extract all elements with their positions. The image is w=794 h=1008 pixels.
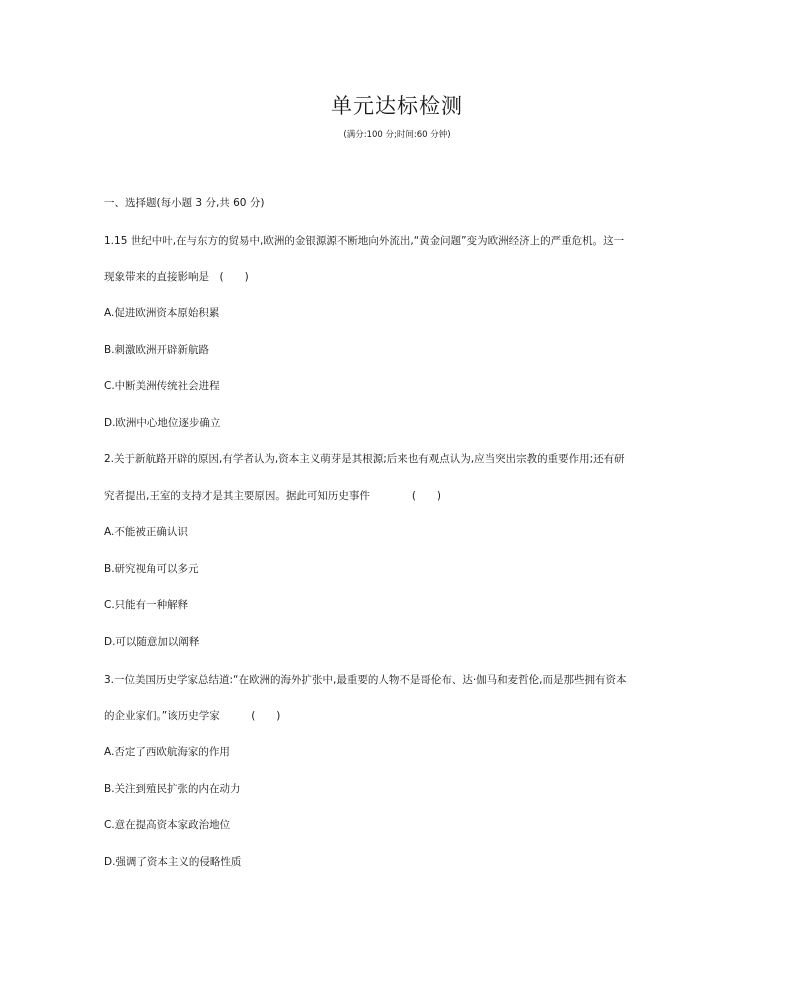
question-2-option-b: B.研究视角可以多元 [104, 563, 199, 575]
question-2-option-a: A.不能被正确认识 [104, 526, 188, 538]
question-2-option-c: C.只能有一种解释 [104, 599, 189, 611]
question-1-option-b: B.刺激欧洲开辟新航路 [104, 344, 210, 356]
question-2-stem-line-1: 2.关于新航路开辟的原因,有学者认为,资本主义萌芽是其根源;后来也有观点认为,应当突出宗教的重要作用;还有研 [104, 453, 625, 465]
question-3-stem-line-1: 3.一位美国历史学家总结道:“在欧洲的海外扩张中,最重要的人物不是哥伦布、达·伽马和麦哲伦,而是那些拥有资本 [104, 674, 627, 686]
page-title: 单元达标检测 [331, 94, 463, 118]
section-heading: 一、选择题(每小题 3 分,共 60 分) [104, 197, 265, 209]
question-1-option-a: A.促进欧洲资本原始积累 [104, 307, 220, 319]
question-2-option-d: D.可以随意加以阐释 [104, 636, 200, 648]
question-2-stem-line-2: 究者提出,王室的支持才是其主要原因。据此可知历史事件 ( ) [104, 490, 442, 502]
question-1-option-c: C.中断美洲传统社会进程 [104, 380, 220, 392]
question-1-option-d: D.欧洲中心地位逐步确立 [104, 417, 221, 429]
question-3-option-a: A.否定了西欧航海家的作用 [104, 746, 230, 758]
question-3-option-d: D.强调了资本主义的侵略性质 [104, 856, 242, 868]
question-1-stem-line-1: 1.15 世纪中叶,在与东方的贸易中,欧洲的金银源源不断地向外流出,“黄金问题”变为欧洲经济上的严重危机。这一 [104, 235, 625, 247]
page-subtitle: (满分:100 分;时间:60 分钟) [343, 130, 451, 140]
question-3-option-c: C.意在提高资本家政治地位 [104, 819, 231, 831]
question-1-stem-line-2: 现象带来的直接影响是 ( ) [104, 271, 249, 283]
question-3-option-b: B.关注到殖民扩张的内在动力 [104, 783, 241, 795]
question-3-stem-line-2: 的企业家们。”该历史学家 ( ) [104, 710, 281, 722]
